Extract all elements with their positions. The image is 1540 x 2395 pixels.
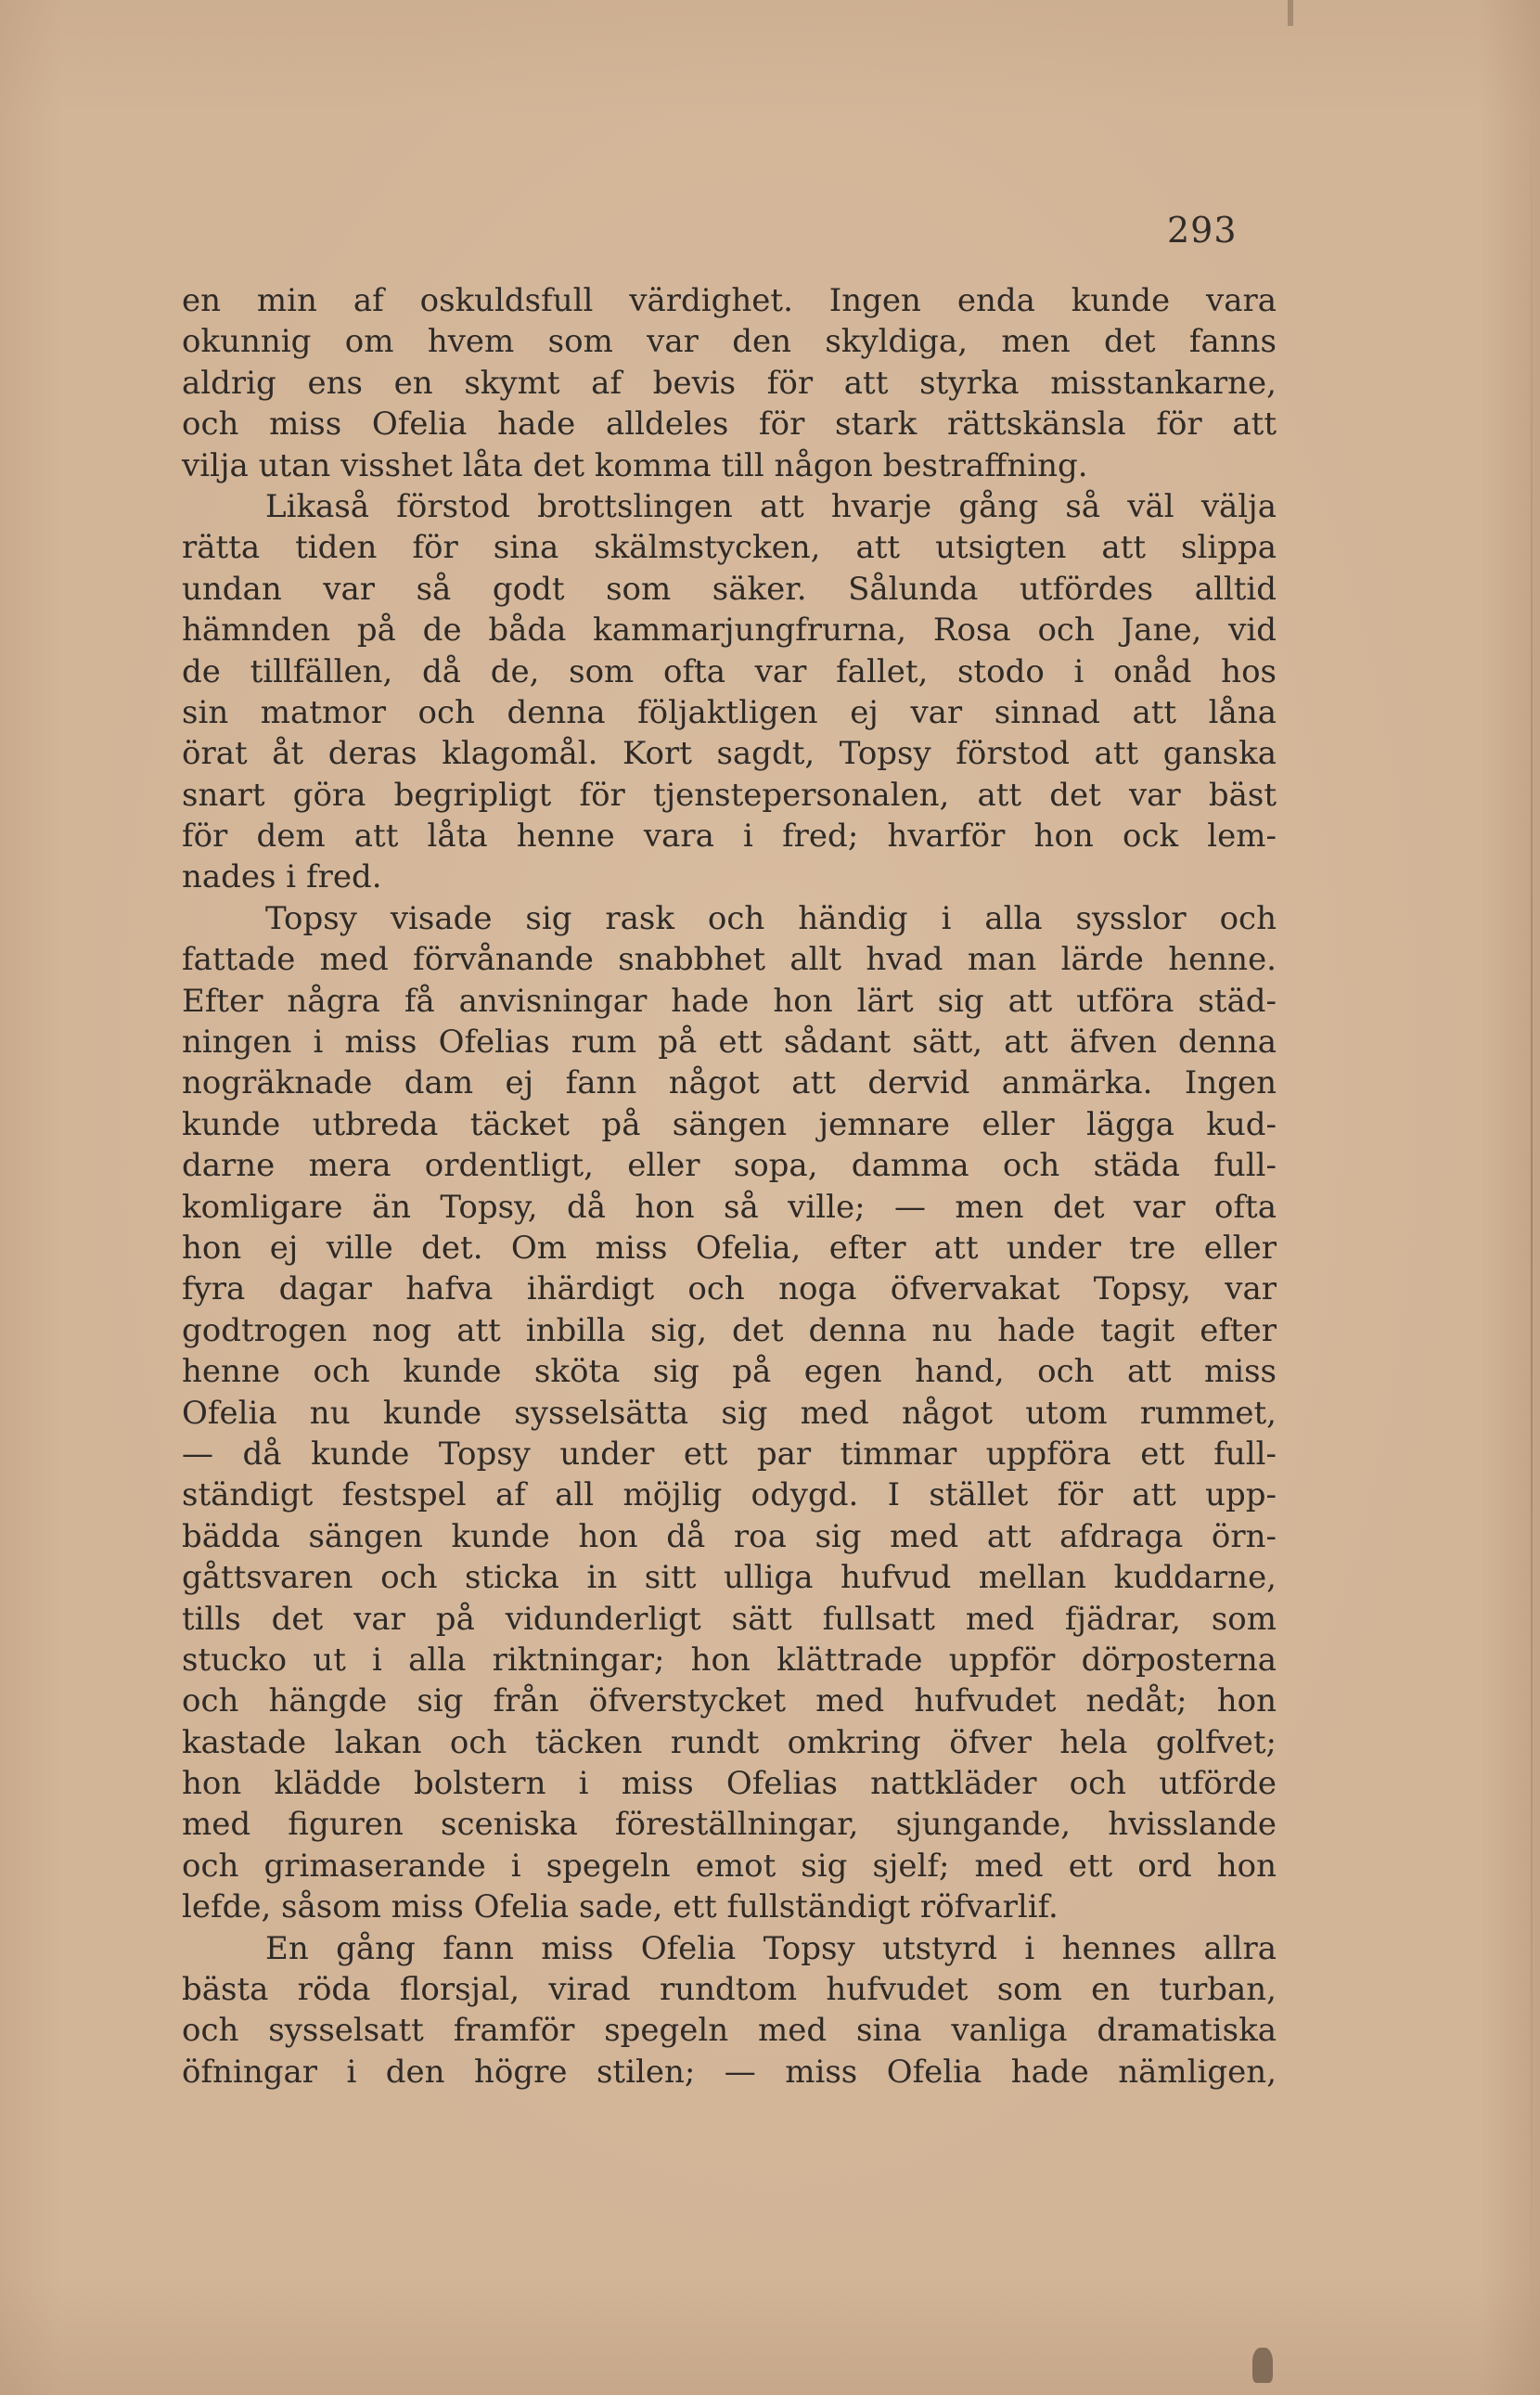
body-text [182, 280, 1277, 2092]
text-line: Efter några få anvisningar hade hon lärt sig att utföra städ- [182, 982, 1277, 1020]
text-line: stucko ut i alla riktningar; hon klättrade uppför dörposterna [182, 1641, 1277, 1679]
text-line: — då kunde Topsy under ett par timmar uppföra ett full- [182, 1435, 1277, 1473]
text-line: rätta tiden för sina skälmstycken, att utsigten att slippa [182, 529, 1277, 567]
text-line: sin matmor och denna följaktligen ej var sinnad att låna [182, 693, 1277, 731]
text-line: Ofelia nu kunde sysselsätta sig med något utom rummet, [182, 1394, 1277, 1432]
text-line: fattade med förvånande snabbhet allt hvad man lärde henne. [182, 941, 1277, 979]
text-line: och miss Ofelia hade alldeles för stark rättskänsla för att [182, 406, 1277, 444]
paper-blemish [1288, 0, 1293, 26]
page-edge [1531, 56, 1533, 2357]
text-line: kastade lakan och täcken rundt omkring öfver hela golfvet; [182, 1723, 1277, 1761]
text-line: nogräknade dam ej fann något att dervid anmärka. Ingen [182, 1064, 1277, 1102]
text-line: henne och kunde sköta sig på egen hand, och att miss [182, 1353, 1277, 1391]
text-line: kunde utbreda täcket på sängen jemnare eller lägga kud- [182, 1105, 1277, 1143]
text-line: för dem att låta henne vara i fred; hvarför hon ock lem- [182, 818, 1277, 856]
paragraph-start-line: Likaså förstod brottslingen att hvarje gång så väl välja [265, 487, 1277, 525]
text-line: en min af oskuldsfull värdighet. Ingen enda kunde vara [182, 282, 1277, 319]
text-line: lefde, såsom miss Ofelia sade, ett fullständigt röfvarlif. [182, 1888, 1059, 1926]
text-line: hon klädde bolstern i miss Ofelias nattkläder och utförde [182, 1765, 1277, 1803]
text-line: öfningar i den högre stilen; — miss Ofelia hade nämligen, [182, 2053, 1277, 2091]
text-line: med figuren sceniska föreställningar, sjungande, hvisslande [182, 1806, 1277, 1844]
text-line: de tillfällen, då de, som ofta var fallet, stodo i onåd hos [182, 652, 1277, 690]
paper-blemish [1252, 2348, 1273, 2383]
text-line: undan var så godt som säker. Sålunda utfördes alltid [182, 570, 1277, 608]
paragraph-start-line: En gång fann miss Ofelia Topsy utstyrd i hennes allra [265, 1929, 1277, 1967]
text-line: hämnden på de båda kammarjungfrurna, Rosa och Jane, vid [182, 612, 1277, 650]
text-line: bästa röda florsjal, virad rundtom hufvudet som en turban, [182, 1971, 1277, 2009]
text-line: tills det var på vidunderligt sätt fullsatt med fjädrar, som [182, 1600, 1277, 1638]
text-line: ständigt festspel af all möjlig odygd. I stället för att upp- [182, 1476, 1277, 1514]
page-number: 293 [1167, 210, 1238, 251]
text-line: godtrogen nog att inbilla sig, det denna nu hade tagit efter [182, 1311, 1277, 1349]
paragraph-start-line: Topsy visade sig rask och händig i alla sysslor och [265, 899, 1277, 937]
text-line: snart göra begripligt för tjenstepersonalen, att det var bäst [182, 776, 1277, 814]
text-line: bädda sängen kunde hon då roa sig med att afdraga örn- [182, 1517, 1277, 1555]
text-line: komligare än Topsy, då hon så ville; — men det var ofta [182, 1188, 1277, 1226]
text-line: örat åt deras klagomål. Kort sagdt, Topsy förstod att ganska [182, 735, 1277, 773]
text-line: nades i fred. [182, 858, 382, 896]
text-line: hon ej ville det. Om miss Ofelia, efter att under tre eller [182, 1229, 1277, 1267]
text-line: och grimaserande i spegeln emot sig sjelf; med ett ord hon [182, 1847, 1277, 1885]
text-line: gåttsvaren och sticka in sitt ulliga hufvud mellan kuddarne, [182, 1559, 1277, 1597]
text-line: och sysselsatt framför spegeln med sina vanliga dramatiska [182, 2012, 1277, 2050]
text-line: okunnig om hvem som var den skyldiga, men det fanns [182, 323, 1277, 361]
text-line: och hängde sig från öfverstycket med hufvudet nedåt; hon [182, 1682, 1277, 1720]
text-line: darne mera ordentligt, eller sopa, damma och städa full- [182, 1147, 1277, 1185]
text-line: fyra dagar hafva ihärdigt och noga öfvervakat Topsy, var [182, 1270, 1277, 1308]
text-line: ningen i miss Ofelias rum på ett sådant sätt, att äfven denna [182, 1024, 1277, 1062]
text-line: vilja utan visshet låta det komma till någon bestraffning. [182, 446, 1088, 484]
text-line: aldrig ens en skymt af bevis för att styrka misstankarne, [182, 364, 1277, 402]
